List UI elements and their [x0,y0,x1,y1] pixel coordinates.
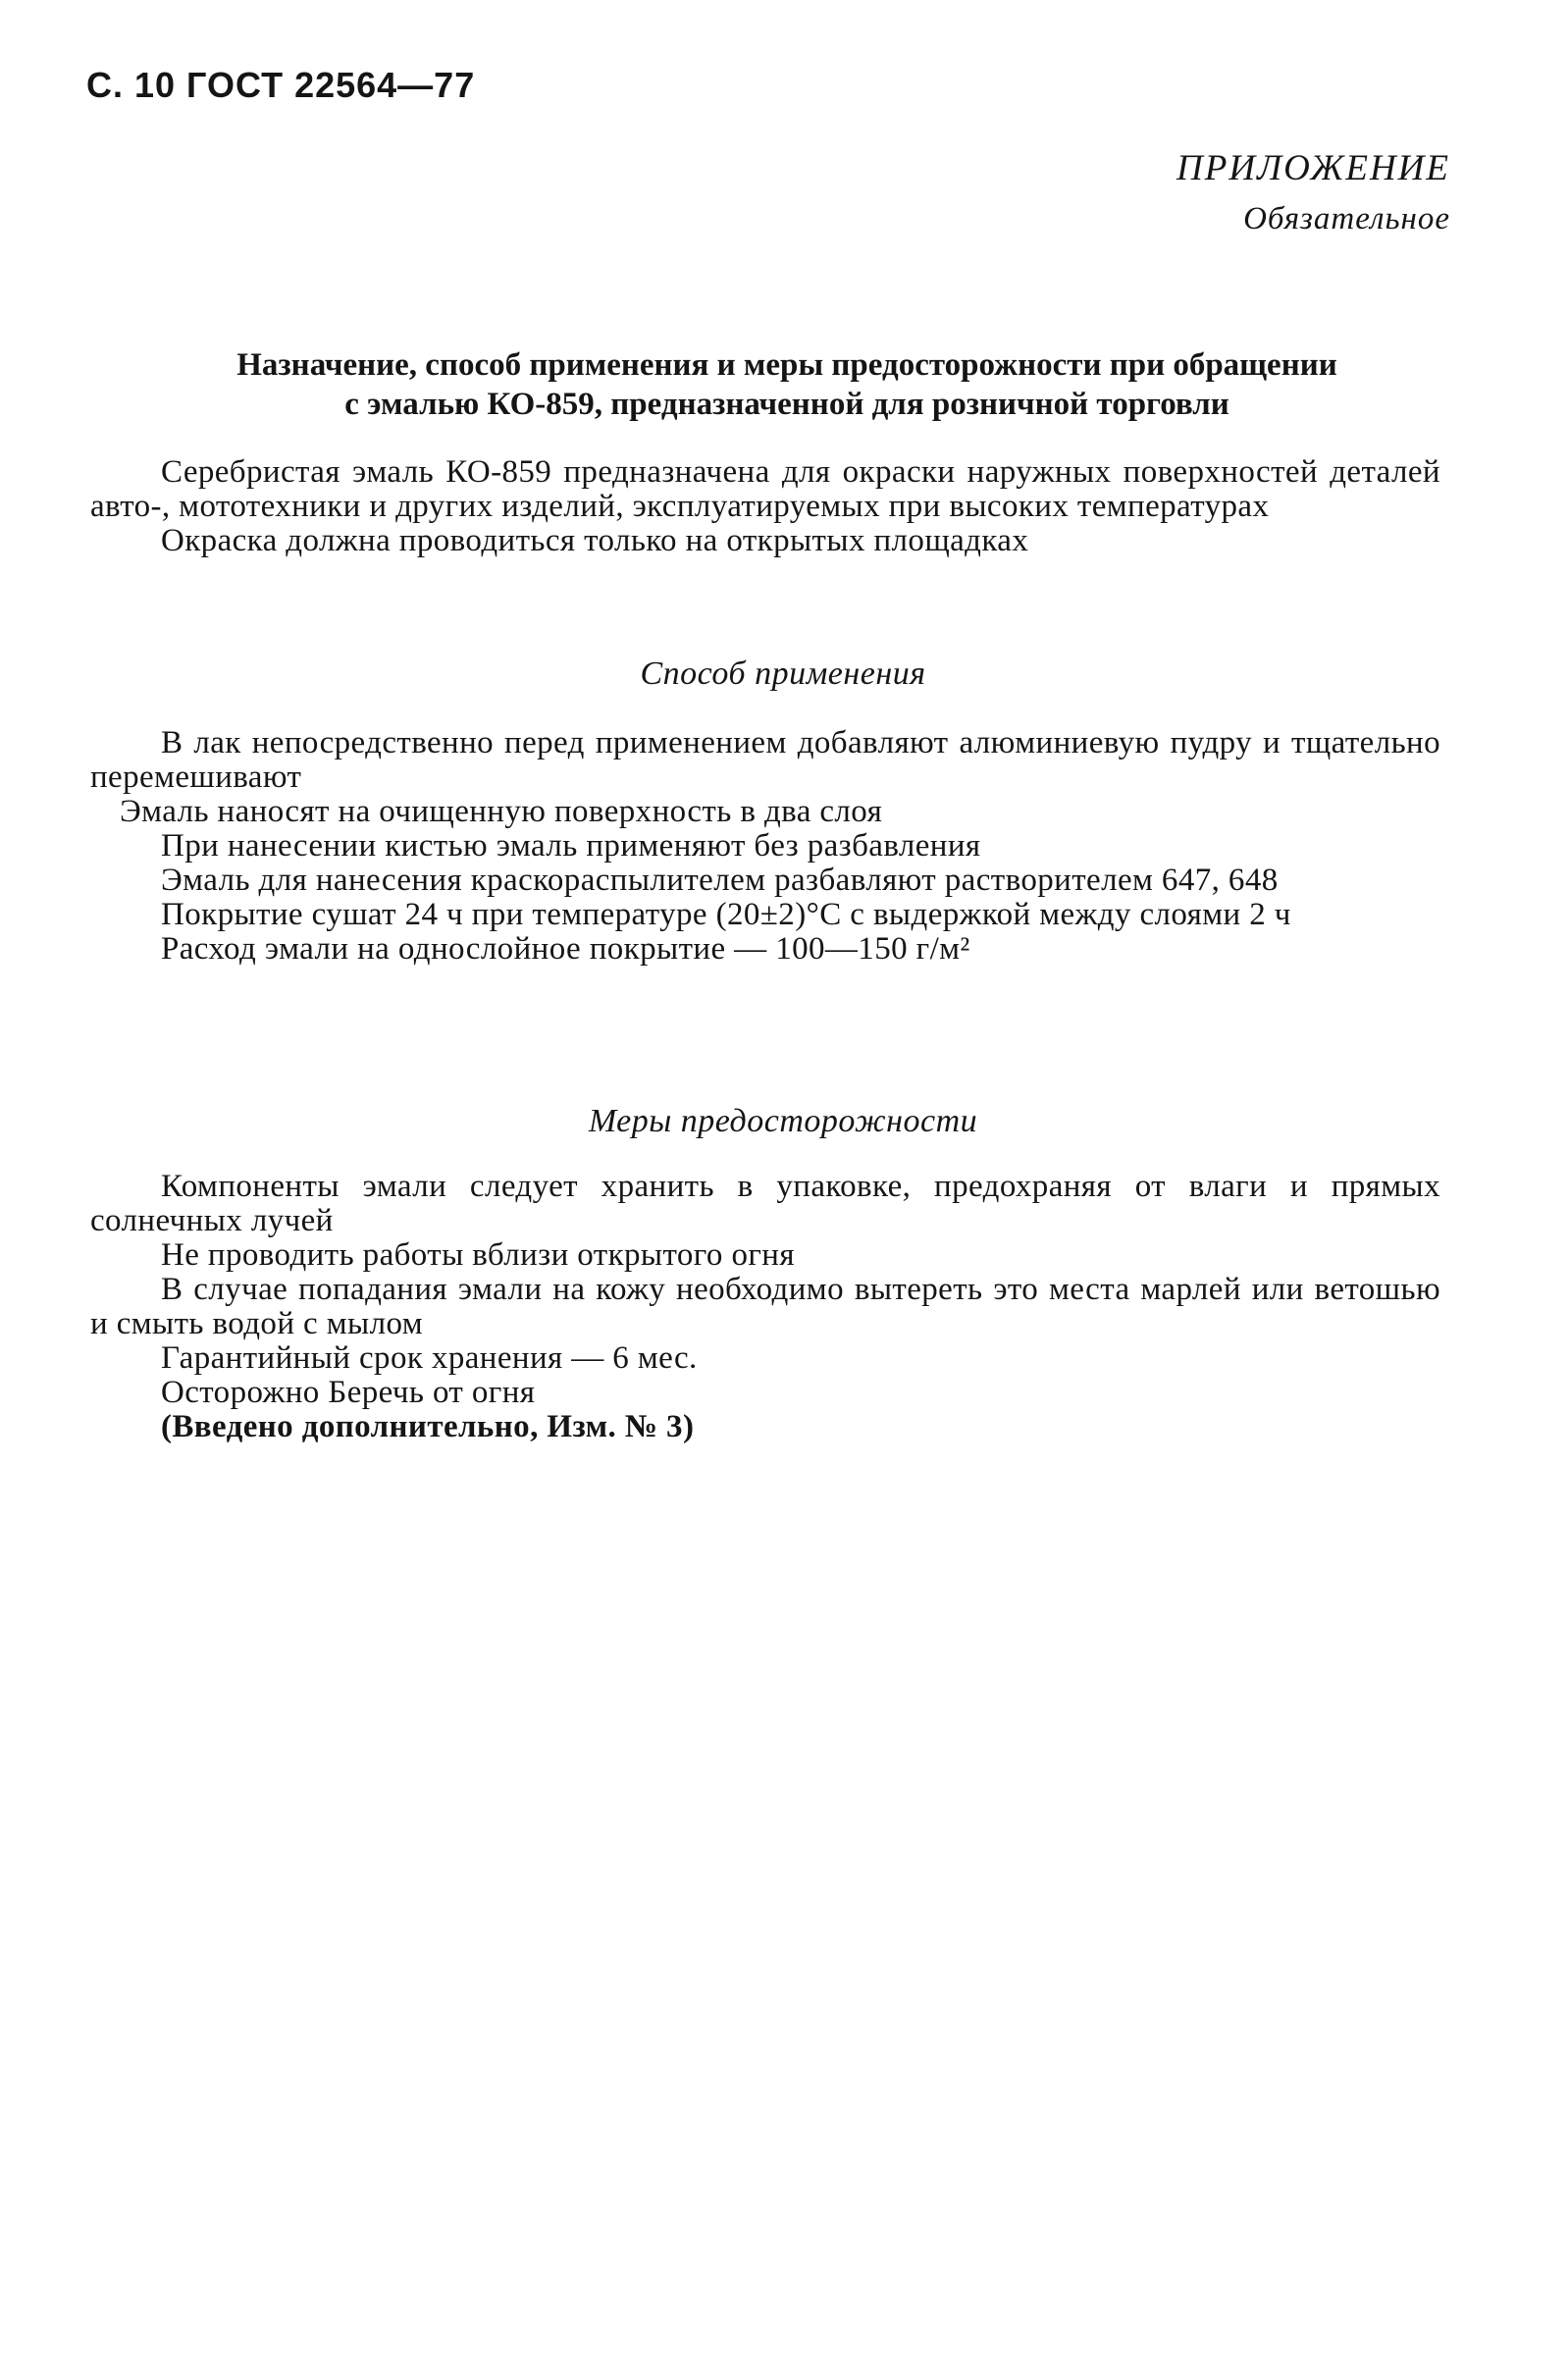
precautions-section [90,1170,1440,1444]
usage-paragraph-3: При нанесении кистью эмаль применяют без разбавления [161,828,981,864]
usage-section [90,726,1440,967]
usage-paragraph-2: Эмаль наносят на очищенную поверхность в два слоя [120,794,883,829]
amendment-note: (Введено дополнительно, Изм. № 3) [161,1409,695,1444]
precautions-paragraph-1: Компоненты эмали следует хранить в упаковке, предохраняя от влаги и прямых солнечных лучей [90,1169,1440,1238]
page-header: С. 10 ГОСТ 22564—77 [86,65,476,105]
usage-paragraph-5: Покрытие сушат 24 ч при температуре (20±2)°С с выдержкой между слоями 2 ч [161,897,1291,932]
appendix-subtitle: Обязательное [1243,201,1450,236]
appendix-title: ПРИЛОЖЕНИЕ [1176,148,1450,188]
precautions-paragraph-5: Осторожно Беречь от огня [161,1375,536,1410]
document-title-line-1: Назначение, способ применения и меры предосторожности при обращении [236,347,1337,383]
precautions-paragraph-4: Гарантийный срок хранения — 6 мес. [161,1340,698,1376]
intro-paragraph-1: Серебристая эмаль КО-859 предназначена для окраски наружных поверхностей деталей авто-, мототехники и других изделий, эксплуатируемых при высоких температурах [90,454,1440,524]
document-title-line-2: с эмалью КО-859, предназначенной для розничной торговли [344,387,1229,422]
precautions-paragraph-2: Не проводить работы вблизи открытого огня [161,1237,795,1273]
usage-paragraph-6: Расход эмали на однослойное покрытие — 100—150 г/м² [161,931,970,967]
usage-paragraph-1: В лак непосредственно перед применением добавляют алюминиевую пудру и тщательно перемешивают [90,725,1440,795]
intro-section [90,455,1440,558]
document-title [94,345,1480,424]
usage-heading: Способ применения [640,655,926,692]
usage-paragraph-4: Эмаль для нанесения краскораспылителем разбавляют растворителем 647, 648 [161,863,1279,898]
appendix-label [1176,147,1450,237]
precautions-paragraph-3: В случае попадания эмали на кожу необходимо вытереть это места марлей или ветошью и смыть водой с мылом [90,1272,1440,1341]
precautions-heading: Меры предосторожности [588,1103,978,1139]
intro-paragraph-2: Окраска должна проводиться только на открытых площадках [161,523,1029,558]
